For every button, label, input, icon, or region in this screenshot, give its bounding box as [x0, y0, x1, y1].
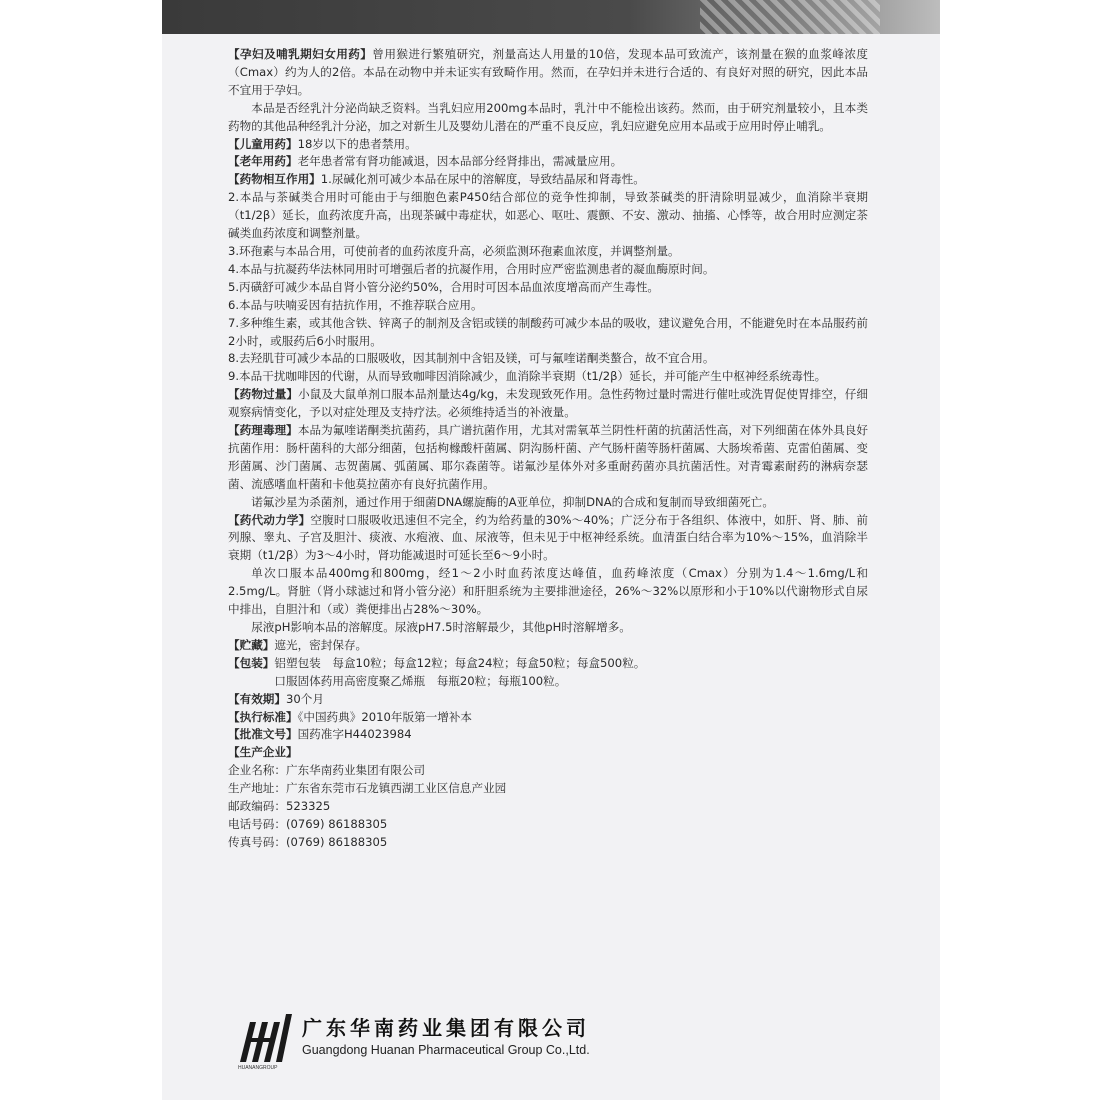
leaflet-paragraph [228, 171, 868, 189]
paragraph-text: 《中国药典》2010年版第一增补本 [297, 709, 473, 724]
leaflet-paragraph [228, 279, 868, 297]
paragraph-text: 1.尿碱化剂可减少本品在尿中的溶解度，导致结晶尿和肾毒性。 [320, 172, 645, 187]
leaflet-paragraph [228, 422, 868, 494]
leaflet-paragraph [228, 798, 868, 816]
paragraph-text: 传真号码：(0769) 86188305 [228, 834, 388, 849]
section-heading: 【包装】 [228, 655, 275, 670]
paragraph-text: 电话号码：(0769) 86188305 [228, 816, 388, 831]
leaflet-text [228, 46, 868, 852]
leaflet-paragraph [228, 709, 868, 727]
paragraph-text: 30个月 [285, 691, 324, 706]
leaflet-paragraph [228, 655, 868, 673]
section-heading: 【药理毒理】 [228, 423, 298, 438]
paragraph-text: 单次口服本品400mg和800mg，经1～2小时血药浓度达峰值，血药峰浓度（Cmax）分别为1.4～1.6mg/L和2.5mg/L。肾脏（肾小球滤过和肾小管分泌）和肝胆系统为主要排泄途径，26%～32%以原形和小于10%以代谢物形式自尿中排出，自胆汁和（或）粪便排出占28%～30%。 [228, 566, 868, 617]
paragraph-text: 邮政编码：523325 [228, 799, 331, 814]
paragraph-text: 生产地址：广东省东莞市石龙镇西湖工业区信息产业园 [228, 781, 507, 796]
company-name-cn: 广东华南药业集团有限公司 [302, 1016, 590, 1040]
paragraph-text: 本品是否经乳汁分泌尚缺乏资料。当乳妇应用200mg本品时，乳汁中不能检出该药。然而，由于研究剂量较小，且本类药物的其他品种经乳汁分泌，加之对新生儿及婴幼儿潜在的严重不良反应，乳妇应避免应用本品或于应用时停止哺乳。 [228, 100, 868, 133]
paragraph-text: 曾用猴进行繁殖研究，剂量高达人用量的10倍，发现本品可致流产，该剂量在猴的血浆峰浓度（Cmax）约为人的2倍。本品在动物中并未证实有致畸作用。然而，在孕妇并未进行合适的、有良好对照的研究，因此本品不宜用于孕妇。 [228, 47, 868, 97]
leaflet-paragraph [228, 46, 868, 100]
header-band [162, 0, 940, 34]
leaflet-paragraph [228, 494, 868, 512]
leaflet-paragraph [228, 189, 868, 243]
paragraph-text: 本品为氟喹诺酮类抗菌药，具广谱抗菌作用，尤其对需氧革兰阴性杆菌的抗菌活性高，对下列细菌在体外具良好抗菌作用：肠杆菌科的大部分细菌，包括枸橼酸杆菌属、阴沟肠杆菌、产气肠杆菌等肠杆菌属、大肠埃希菌、克雷伯菌属、变形菌属、沙门菌属、志贺菌属、弧菌属、耶尔森菌等。诺氟沙星体外对多重耐药菌亦具抗菌活性。对青霉素耐药的淋病奈瑟菌、流感嗜血杆菌和卡他莫拉菌亦有良好抗菌作用。 [228, 423, 868, 491]
section-heading: 【孕妇及哺乳期妇女用药】 [228, 47, 373, 61]
paragraph-text: 口服固体药用高密度聚乙烯瓶 每瓶20粒；每瓶100粒。 [274, 673, 567, 688]
section-heading: 【执行标准】 [228, 709, 298, 724]
paragraph-text: 4.本品与抗凝药华法林同用时可增强后者的抗凝作用，合用时应严密监测患者的凝血酶原时间。 [228, 261, 715, 276]
paragraph-text: 企业名称：广东华南药业集团有限公司 [228, 763, 426, 778]
section-heading: 【药物过量】 [228, 387, 299, 402]
leaflet-paragraph [228, 261, 868, 279]
leaflet-paragraph [228, 565, 868, 619]
company-name-en: Guangdong Huanan Pharmaceutical Group Co.,Ltd. [302, 1043, 590, 1057]
paragraph-text: 老年患者常有肾功能减退，因本品部分经肾排出，需减量应用。 [297, 154, 623, 169]
section-heading: 【儿童用药】 [228, 136, 298, 151]
section-heading: 【贮藏】 [228, 637, 275, 652]
company-logo-block [236, 1010, 836, 1080]
paragraph-text: 遮光，密封保存。 [274, 637, 368, 652]
paragraph-text: 9.本品干扰咖啡因的代谢，从而导致咖啡因消除减少，血消除半衰期（t1/2β）延长，并可能产生中枢神经系统毒性。 [228, 369, 827, 384]
leaflet-paragraph [228, 100, 868, 136]
leaflet-paragraph [228, 726, 868, 744]
paragraph-text: 2.本品与茶碱类合用时可能由于与细胞色素P450结合部位的竞争性抑制，导致茶碱类的肝清除明显减少，血消除半衰期（t1/2β）延长，血药浓度升高，出现茶碱中毒症状，如恶心、呕吐、震颤、不安、激动、抽搐、心悸等，故合用时应测定茶碱类血药浓度和调整剂量。 [228, 190, 868, 241]
section-heading: 【有效期】 [228, 691, 286, 706]
paragraph-text: 5.丙磺舒可减少本品自肾小管分泌约50%，合用时可因本品血浓度增高而产生毒性。 [228, 279, 660, 294]
leaflet-paragraph [228, 816, 868, 834]
paragraph-text: 8.去羟肌苷可减少本品的口服吸收，因其制剂中含铝及镁，可与氟喹诺酮类螯合，故不宜合用。 [228, 351, 715, 366]
section-heading: 【药物相互作用】 [228, 172, 321, 187]
leaflet-paragraph [228, 136, 868, 154]
paragraph-text: 7.多种维生素，或其他含铁、锌离子的制剂及含铝或镁的制酸药可减少本品的吸收，建议避免合用，不能避免时在本品服药前2小时，或服药后6小时服用。 [228, 315, 868, 348]
section-heading: 【药代动力学】 [228, 512, 311, 527]
leaflet-paragraph [228, 691, 868, 709]
leaflet-paragraph [228, 297, 868, 315]
paragraph-text: 空腹时口服吸收迅速但不完全，约为给药量的30%～40%；广泛分布于各组织、体液中，如肝、肾、肺、前列腺、睾丸、子宫及胆汁、痰液、水疱液、血、尿液等，但未见于中枢神经系统。血清蛋白结合率为10%～15%，血消除半衰期（t1/2β）为3～4小时，肾功能减退时可延长至6～9小时。 [228, 512, 868, 563]
leaflet-paragraph [228, 512, 868, 566]
leaflet-paragraph [228, 368, 868, 386]
company-logo-mark [236, 1010, 294, 1070]
leaflet-paragraph [228, 834, 868, 852]
leaflet-paragraph [228, 315, 868, 351]
leaflet-paragraph [228, 673, 868, 691]
paragraph-text: 6.本品与呋喃妥因有拮抗作用，不推荐联合应用。 [228, 297, 483, 312]
leaflet-paragraph [228, 243, 868, 261]
leaflet-paragraph [228, 762, 868, 780]
leaflet-paragraph [228, 350, 868, 368]
paragraph-text: 3.环孢素与本品合用，可使前者的血药浓度升高，必须监测环孢素血浓度，并调整剂量。 [228, 243, 680, 258]
paragraph-text: 国药准字H44023984 [297, 727, 412, 742]
paragraph-text: 铝塑包装 每盒10粒；每盒12粒；每盒24粒；每盒50粒；每盒500粒。 [274, 655, 646, 670]
company-logo-mark-text: HUANANGROUP [238, 1065, 278, 1070]
paragraph-text: 18岁以下的患者禁用。 [297, 136, 417, 151]
leaflet-paragraph [228, 619, 868, 637]
leaflet-paragraph [228, 386, 868, 422]
leaflet-paragraph [228, 153, 868, 171]
section-heading: 【生产企业】 [228, 745, 298, 760]
paragraph-text: 小鼠及大鼠单剂口服本品剂量达4g/kg，未发现致死作用。急性药物过量时需进行催吐或洗胃促使胃排空，仔细观察病情变化，予以对症处理及支持疗法。必须维持适当的补液量。 [228, 387, 868, 420]
paragraph-text: 诺氟沙星为杀菌剂，通过作用于细菌DNA螺旋酶的A亚单位，抑制DNA的合成和复制而导致细菌死亡。 [251, 494, 774, 509]
header-band-pattern [700, 0, 880, 34]
section-heading: 【批准文号】 [228, 727, 298, 742]
leaflet-paragraph [228, 637, 868, 655]
paragraph-text: 尿液pH影响本品的溶解度。尿液pH7.5时溶解最少，其他pH时溶解增多。 [251, 620, 631, 634]
leaflet-paragraph [228, 780, 868, 798]
section-heading: 【老年用药】 [228, 154, 298, 169]
leaflet-paragraph [228, 744, 868, 762]
